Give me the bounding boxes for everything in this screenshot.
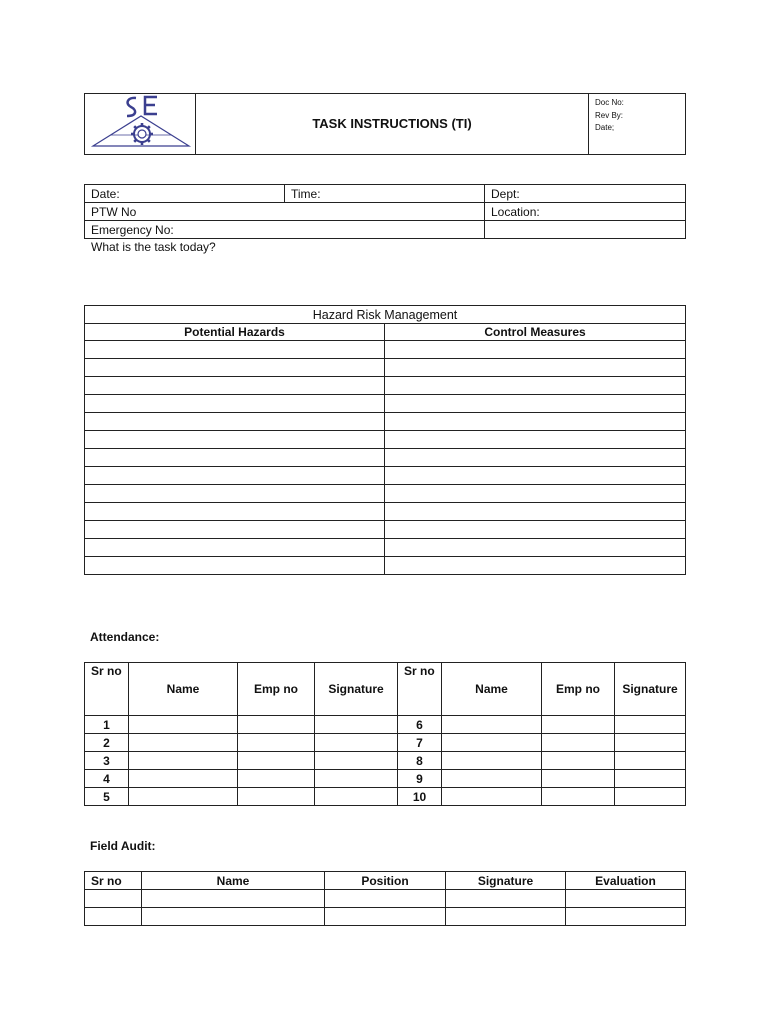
audit-cell[interactable] bbox=[446, 890, 566, 908]
attendance-header bbox=[85, 663, 686, 716]
hazard-row bbox=[85, 341, 686, 359]
audit-cell[interactable] bbox=[142, 908, 325, 926]
hazard-row bbox=[85, 431, 686, 449]
col-control-measures: Control Measures bbox=[385, 324, 686, 341]
audit-cell[interactable] bbox=[142, 890, 325, 908]
hazard-cell[interactable] bbox=[85, 485, 385, 503]
location-field[interactable]: Location: bbox=[485, 203, 686, 221]
signature-cell[interactable] bbox=[315, 770, 398, 788]
task-info-table bbox=[84, 184, 686, 239]
signature-cell[interactable] bbox=[315, 788, 398, 806]
field-audit-label: Field Audit: bbox=[90, 839, 156, 853]
audit-row bbox=[85, 908, 686, 926]
signature-cell[interactable] bbox=[615, 734, 686, 752]
hazard-cell[interactable] bbox=[85, 521, 385, 539]
field-audit-rows bbox=[85, 890, 686, 926]
control-measure-cell[interactable] bbox=[385, 377, 686, 395]
name-cell[interactable] bbox=[129, 734, 238, 752]
audit-cell[interactable] bbox=[446, 908, 566, 926]
sr-no-cell: 5 bbox=[85, 788, 129, 806]
hazard-row bbox=[85, 539, 686, 557]
date-field[interactable]: Date: bbox=[85, 185, 285, 203]
control-measure-cell[interactable] bbox=[385, 359, 686, 377]
doc-no-label: Doc No: bbox=[595, 98, 624, 107]
document-title: TASK INSTRUCTIONS (TI) bbox=[196, 94, 589, 155]
field-audit-table bbox=[84, 871, 686, 926]
hazard-row bbox=[85, 521, 686, 539]
hazard-row bbox=[85, 449, 686, 467]
document-meta bbox=[589, 94, 686, 155]
attendance-table bbox=[84, 662, 686, 806]
attendance-col-header: Name bbox=[129, 663, 238, 716]
control-measure-cell[interactable] bbox=[385, 521, 686, 539]
audit-cell[interactable] bbox=[566, 908, 686, 926]
sr-no-cell: 8 bbox=[398, 752, 442, 770]
sr-no-cell: 7 bbox=[398, 734, 442, 752]
emp-no-cell[interactable] bbox=[542, 788, 615, 806]
control-measure-cell[interactable] bbox=[385, 395, 686, 413]
emergency-no-field[interactable]: Emergency No: bbox=[85, 221, 485, 239]
signature-cell[interactable] bbox=[315, 734, 398, 752]
control-measure-cell[interactable] bbox=[385, 413, 686, 431]
hazard-cell[interactable] bbox=[85, 377, 385, 395]
signature-cell[interactable] bbox=[615, 788, 686, 806]
signature-cell[interactable] bbox=[315, 752, 398, 770]
attendance-row bbox=[85, 734, 686, 752]
sr-no-cell: 2 bbox=[85, 734, 129, 752]
hazard-cell[interactable] bbox=[85, 449, 385, 467]
meta-date-label: Date; bbox=[595, 123, 615, 132]
ptw-no-field[interactable]: PTW No bbox=[85, 203, 485, 221]
name-cell[interactable] bbox=[442, 752, 542, 770]
audit-cell[interactable] bbox=[566, 890, 686, 908]
attendance-row bbox=[85, 752, 686, 770]
name-cell[interactable] bbox=[129, 716, 238, 734]
hazard-row bbox=[85, 413, 686, 431]
sr-no-cell: 10 bbox=[398, 788, 442, 806]
document-header bbox=[84, 93, 686, 155]
hazard-cell[interactable] bbox=[85, 431, 385, 449]
attendance-col-header: Sr no bbox=[85, 663, 129, 716]
signature-cell[interactable] bbox=[315, 716, 398, 734]
emp-no-cell[interactable] bbox=[542, 752, 615, 770]
hazard-cell[interactable] bbox=[85, 557, 385, 575]
hazard-risk-table bbox=[84, 305, 686, 575]
attendance-label: Attendance: bbox=[90, 630, 160, 644]
signature-cell[interactable] bbox=[615, 752, 686, 770]
hazard-cell[interactable] bbox=[85, 467, 385, 485]
company-logo bbox=[85, 94, 196, 155]
hazard-table-title: Hazard Risk Management bbox=[85, 306, 686, 324]
emp-no-cell[interactable] bbox=[238, 788, 315, 806]
field-audit-header bbox=[85, 872, 686, 890]
audit-col-header: Evaluation bbox=[566, 872, 686, 890]
emp-no-cell[interactable] bbox=[238, 770, 315, 788]
dept-field[interactable]: Dept: bbox=[485, 185, 686, 203]
attendance-col-header: Emp no bbox=[542, 663, 615, 716]
control-measure-cell[interactable] bbox=[385, 449, 686, 467]
name-cell[interactable] bbox=[442, 770, 542, 788]
hazard-cell[interactable] bbox=[85, 341, 385, 359]
hazard-cell[interactable] bbox=[85, 359, 385, 377]
audit-col-header: Sr no bbox=[85, 872, 142, 890]
audit-row bbox=[85, 890, 686, 908]
hazard-row bbox=[85, 503, 686, 521]
attendance-row bbox=[85, 716, 686, 734]
emp-no-cell[interactable] bbox=[542, 734, 615, 752]
sr-no-cell: 4 bbox=[85, 770, 129, 788]
name-cell[interactable] bbox=[442, 716, 542, 734]
hazard-row bbox=[85, 467, 686, 485]
attendance-col-header: Sr no bbox=[398, 663, 442, 716]
audit-cell[interactable] bbox=[325, 908, 446, 926]
hazard-cell[interactable] bbox=[85, 503, 385, 521]
control-measure-cell[interactable] bbox=[385, 431, 686, 449]
attendance-col-header: Emp no bbox=[238, 663, 315, 716]
rev-by-label: Rev By: bbox=[595, 110, 624, 120]
hazard-row bbox=[85, 359, 686, 377]
hazard-row bbox=[85, 395, 686, 413]
audit-cell[interactable] bbox=[85, 890, 142, 908]
control-measure-cell[interactable] bbox=[385, 467, 686, 485]
time-field[interactable]: Time: bbox=[285, 185, 485, 203]
sr-no-cell: 9 bbox=[398, 770, 442, 788]
emp-no-cell[interactable] bbox=[238, 716, 315, 734]
control-measure-cell[interactable] bbox=[385, 503, 686, 521]
attendance-col-header: Name bbox=[442, 663, 542, 716]
hazard-cell[interactable] bbox=[85, 539, 385, 557]
hazard-cell[interactable] bbox=[85, 395, 385, 413]
name-cell[interactable] bbox=[442, 734, 542, 752]
se-gear-logo-icon bbox=[85, 94, 196, 150]
attendance-rows bbox=[85, 716, 686, 806]
hazard-row bbox=[85, 485, 686, 503]
audit-cell[interactable] bbox=[85, 908, 142, 926]
hazard-rows bbox=[85, 341, 686, 575]
emp-no-cell[interactable] bbox=[542, 770, 615, 788]
emp-no-cell[interactable] bbox=[238, 734, 315, 752]
control-measure-cell[interactable] bbox=[385, 557, 686, 575]
audit-col-header: Name bbox=[142, 872, 325, 890]
audit-col-header: Signature bbox=[446, 872, 566, 890]
attendance-row bbox=[85, 770, 686, 788]
sr-no-cell: 3 bbox=[85, 752, 129, 770]
control-measure-cell[interactable] bbox=[385, 341, 686, 359]
sr-no-cell: 6 bbox=[398, 716, 442, 734]
audit-cell[interactable] bbox=[325, 890, 446, 908]
audit-col-header: Position bbox=[325, 872, 446, 890]
hazard-row bbox=[85, 377, 686, 395]
name-cell[interactable] bbox=[129, 770, 238, 788]
name-cell[interactable] bbox=[442, 788, 542, 806]
control-measure-cell[interactable] bbox=[385, 485, 686, 503]
attendance-row bbox=[85, 788, 686, 806]
col-potential-hazards: Potential Hazards bbox=[85, 324, 385, 341]
emp-no-cell[interactable] bbox=[542, 716, 615, 734]
hazard-row bbox=[85, 557, 686, 575]
task-question: What is the task today? bbox=[91, 240, 216, 254]
emp-no-cell[interactable] bbox=[238, 752, 315, 770]
signature-cell[interactable] bbox=[615, 770, 686, 788]
control-measure-cell[interactable] bbox=[385, 539, 686, 557]
attendance-col-header: Signature bbox=[615, 663, 686, 716]
name-cell[interactable] bbox=[129, 788, 238, 806]
hazard-cell[interactable] bbox=[85, 413, 385, 431]
sr-no-cell: 1 bbox=[85, 716, 129, 734]
name-cell[interactable] bbox=[129, 752, 238, 770]
info-empty-cell[interactable] bbox=[485, 221, 686, 239]
signature-cell[interactable] bbox=[615, 716, 686, 734]
attendance-col-header: Signature bbox=[315, 663, 398, 716]
